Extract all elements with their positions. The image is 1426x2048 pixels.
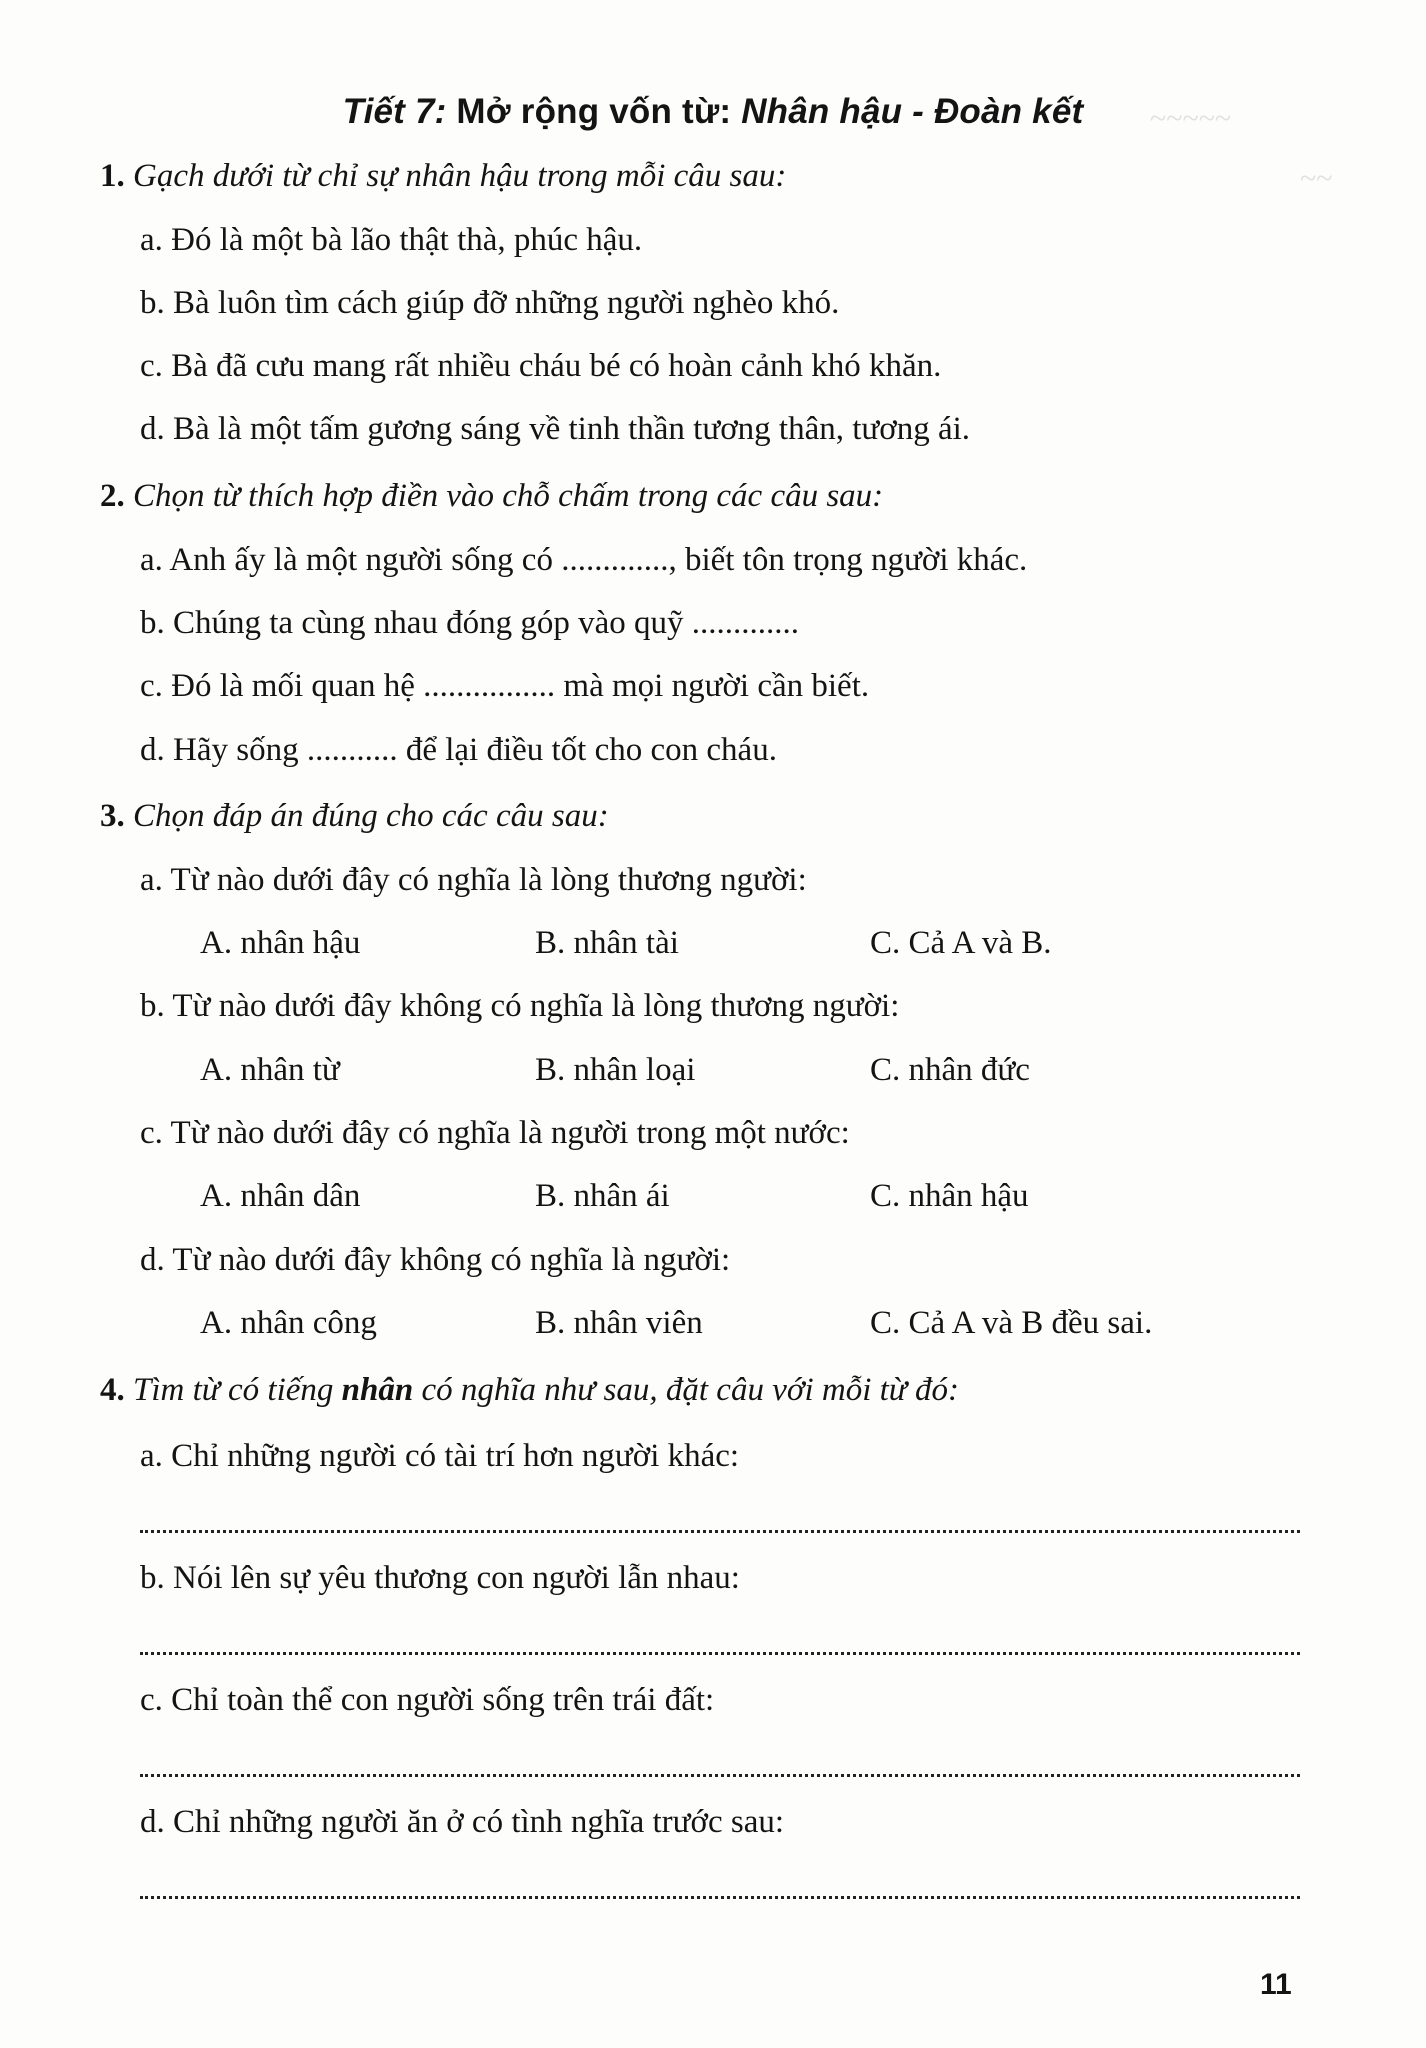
question-4-heading [100, 1372, 959, 1409]
q3-question-b: b. Từ nào dưới đây không có nghĩa là lòng thương người: [140, 988, 900, 1024]
question-prompt: Chọn đáp án đúng cho các câu sau: [133, 798, 609, 834]
q4-item-a: a. Chỉ những người có tài trí hơn người khác: [140, 1438, 740, 1474]
q3d-option-b: B. nhân viên [535, 1305, 703, 1341]
answer-dotted-line [140, 1652, 1300, 1655]
q1-item-a: a. Đó là một bà lão thật thà, phúc hậu. [140, 222, 643, 258]
q4-item-b: b. Nói lên sự yêu thương con người lẫn nhau: [140, 1560, 740, 1596]
q3b-option-a: A. nhân từ [200, 1052, 340, 1088]
q3d-option-c: C. Cả A và B đều sai. [870, 1305, 1153, 1341]
question-number: 4. [100, 1372, 125, 1408]
q3c-option-a: A. nhân dân [200, 1178, 361, 1214]
answer-dotted-line [140, 1896, 1300, 1899]
q3-question-a: a. Từ nào dưới đây có nghĩa là lòng thương người: [140, 862, 807, 898]
q3c-option-b: B. nhân ái [535, 1178, 670, 1214]
question-1-heading [100, 158, 786, 195]
bleed-through: ~~ [1300, 162, 1333, 195]
question-prompt-end: có nghĩa như sau, đặt câu với mỗi từ đó: [421, 1372, 960, 1408]
answer-dotted-line [140, 1530, 1300, 1533]
q2-item-c: c. Đó là mối quan hệ ................ mà mọi người cần biết. [140, 668, 870, 704]
q3a-option-b: B. nhân tài [535, 925, 679, 961]
question-prompt-start: Tìm từ có tiếng [133, 1372, 334, 1408]
title-prefix: Tiết 7: [342, 92, 447, 131]
question-prompt-keyword: nhân [341, 1372, 414, 1408]
title-bold: Mở rộng vốn từ: [456, 92, 732, 131]
question-prompt: Chọn từ thích hợp điền vào chỗ chấm trong các câu sau: [133, 478, 884, 514]
answer-dotted-line [140, 1774, 1300, 1777]
page-title [0, 92, 1426, 132]
page-number: 11 [1260, 1968, 1292, 2001]
q2-item-b: b. Chúng ta cùng nhau đóng góp vào quỹ ............. [140, 605, 800, 641]
q1-item-b: b. Bà luôn tìm cách giúp đỡ những người nghèo khó. [140, 285, 840, 321]
q3a-option-a: A. nhân hậu [200, 925, 361, 961]
question-number: 3. [100, 798, 125, 834]
q1-item-d: d. Bà là một tấm gương sáng về tinh thần tương thân, tương ái. [140, 411, 971, 447]
question-3-heading [100, 798, 609, 835]
q1-item-c: c. Bà đã cưu mang rất nhiều cháu bé có hoàn cảnh khó khăn. [140, 348, 942, 384]
q2-item-a: a. Anh ấy là một người sống có ............., biết tôn trọng người khác. [140, 542, 1028, 578]
q3c-option-c: C. nhân hậu [870, 1178, 1029, 1214]
question-number: 1. [100, 158, 125, 194]
question-prompt: Gạch dưới từ chỉ sự nhân hậu trong mỗi câu sau: [133, 158, 787, 194]
q2-item-d: d. Hãy sống ........... để lại điều tốt cho con cháu. [140, 732, 777, 768]
question-number: 2. [100, 478, 125, 514]
q3b-option-c: C. nhân đức [870, 1052, 1030, 1088]
question-2-heading [100, 478, 883, 515]
q3a-option-c: C. Cả A và B. [870, 925, 1052, 961]
title-topic: Nhân hậu - Đoàn kết [741, 92, 1084, 131]
q3b-option-b: B. nhân loại [535, 1052, 696, 1088]
q3-question-d: d. Từ nào dưới đây không có nghĩa là người: [140, 1242, 731, 1278]
q3-question-c: c. Từ nào dưới đây có nghĩa là người trong một nước: [140, 1115, 850, 1151]
q4-item-c: c. Chỉ toàn thể con người sống trên trái đất: [140, 1682, 715, 1718]
q4-item-d: d. Chỉ những người ăn ở có tình nghĩa trước sau: [140, 1804, 785, 1840]
q3d-option-a: A. nhân công [200, 1305, 377, 1341]
bleed-through: ~~~~~ [1150, 102, 1232, 135]
